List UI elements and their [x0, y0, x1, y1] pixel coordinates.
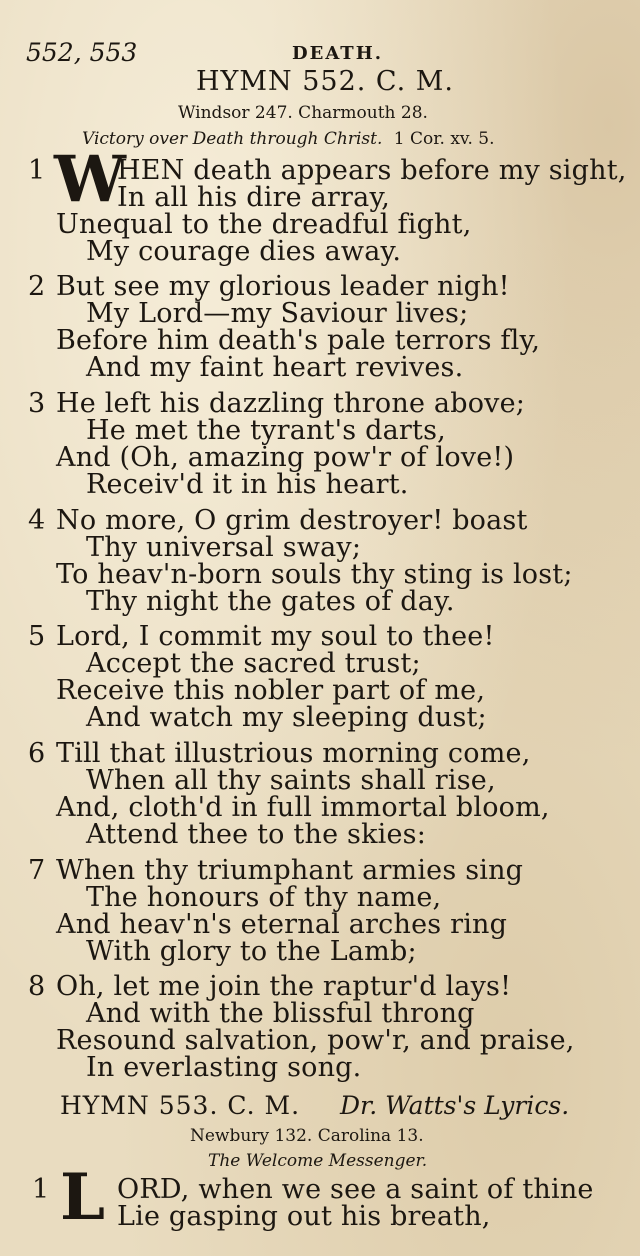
verse-line: Resound salvation, pow'r, and praise,: [56, 1025, 575, 1056]
stanza-number: 7: [28, 855, 46, 886]
verse-line: Receive this nobler part of me,: [56, 675, 486, 706]
verse-line: He met the tyrant's darts,: [86, 415, 446, 446]
hymn-553-attribution: Dr. Watts's Lyrics.: [340, 1091, 570, 1120]
section-title: DEATH.: [292, 43, 383, 64]
verse-line: Thy night the gates of day.: [86, 586, 455, 617]
verse-line: Unequal to the dreadful fight,: [56, 209, 472, 240]
verse-line: ORD, when we see a saint of thine: [117, 1174, 594, 1205]
stanza-number: 1: [32, 1174, 50, 1205]
hymn-553-tunes: Newbury 132. Carolina 13.: [190, 1126, 424, 1146]
verse-line: In all his dire array,: [117, 182, 391, 213]
page-numbers: 552, 553: [26, 38, 138, 67]
verse-line: My courage dies away.: [86, 236, 402, 267]
verse-line: Attend thee to the skies:: [86, 819, 427, 850]
hymn-552-subject: [82, 129, 495, 149]
hymn-553-subject: The Welcome Messenger.: [208, 1151, 428, 1171]
verse-line: To heav'n-born souls thy sting is lost;: [56, 559, 573, 590]
verse-line: And watch my sleeping dust;: [86, 702, 487, 733]
verse-line: When all thy saints shall rise,: [86, 765, 496, 796]
verse-line: And my faint heart revives.: [86, 352, 464, 383]
drop-cap: W: [54, 142, 126, 217]
verse-line: HEN death appears before my sight,: [117, 155, 627, 186]
verse-line: And (Oh, amazing pow'r of love!): [56, 442, 515, 473]
verse-line: But see my glorious leader nigh!: [56, 271, 510, 302]
stanza-number: 6: [28, 738, 46, 769]
hymn-552-subject-text: Victory over Death through Christ.: [82, 129, 383, 149]
verse-line: My Lord—my Saviour lives;: [86, 298, 469, 329]
verse-line: When thy triumphant armies sing: [56, 855, 524, 886]
verse-line: And heav'n's eternal arches ring: [56, 909, 508, 940]
verse-line: Thy universal sway;: [86, 532, 362, 563]
stanza-number: 8: [28, 971, 46, 1002]
hymn-552-tunes: Windsor 247. Charmouth 28.: [178, 103, 428, 123]
verse-line: Till that illustrious morning come,: [56, 738, 531, 769]
stanza-number: 4: [28, 505, 46, 536]
verse-line: And, cloth'd in full immortal bloom,: [56, 792, 550, 823]
verse-line: Receiv'd it in his heart.: [86, 469, 409, 500]
hymn-552-heading: HYMN 552. C. M.: [196, 66, 455, 97]
stanza-number: 1: [28, 155, 46, 186]
drop-cap: L: [60, 1160, 105, 1235]
hymn-552-scripture-reference: 1 Cor. xv. 5.: [393, 129, 495, 149]
verse-line: No more, O grim destroyer! boast: [56, 505, 528, 536]
verse-line: The honours of thy name,: [86, 882, 442, 913]
verse-line: Before him death's pale terrors fly,: [56, 325, 541, 356]
stanza-number: 5: [28, 621, 46, 652]
verse-line: And with the blissful throng: [86, 998, 475, 1029]
verse-line: Lord, I commit my soul to thee!: [56, 621, 495, 652]
stanza-number: 3: [28, 388, 46, 419]
verse-line: Lie gasping out his breath,: [117, 1201, 491, 1232]
verse-line: Accept the sacred trust;: [86, 648, 421, 679]
verse-line: Oh, let me join the raptur'd lays!: [56, 971, 512, 1002]
verse-line: In everlasting song.: [86, 1052, 362, 1083]
verse-line: He left his dazzling throne above;: [56, 388, 526, 419]
hymn-553-heading: HYMN 553. C. M.: [60, 1091, 301, 1120]
verse-line: With glory to the Lamb;: [86, 936, 417, 967]
stanza-number: 2: [28, 271, 46, 302]
